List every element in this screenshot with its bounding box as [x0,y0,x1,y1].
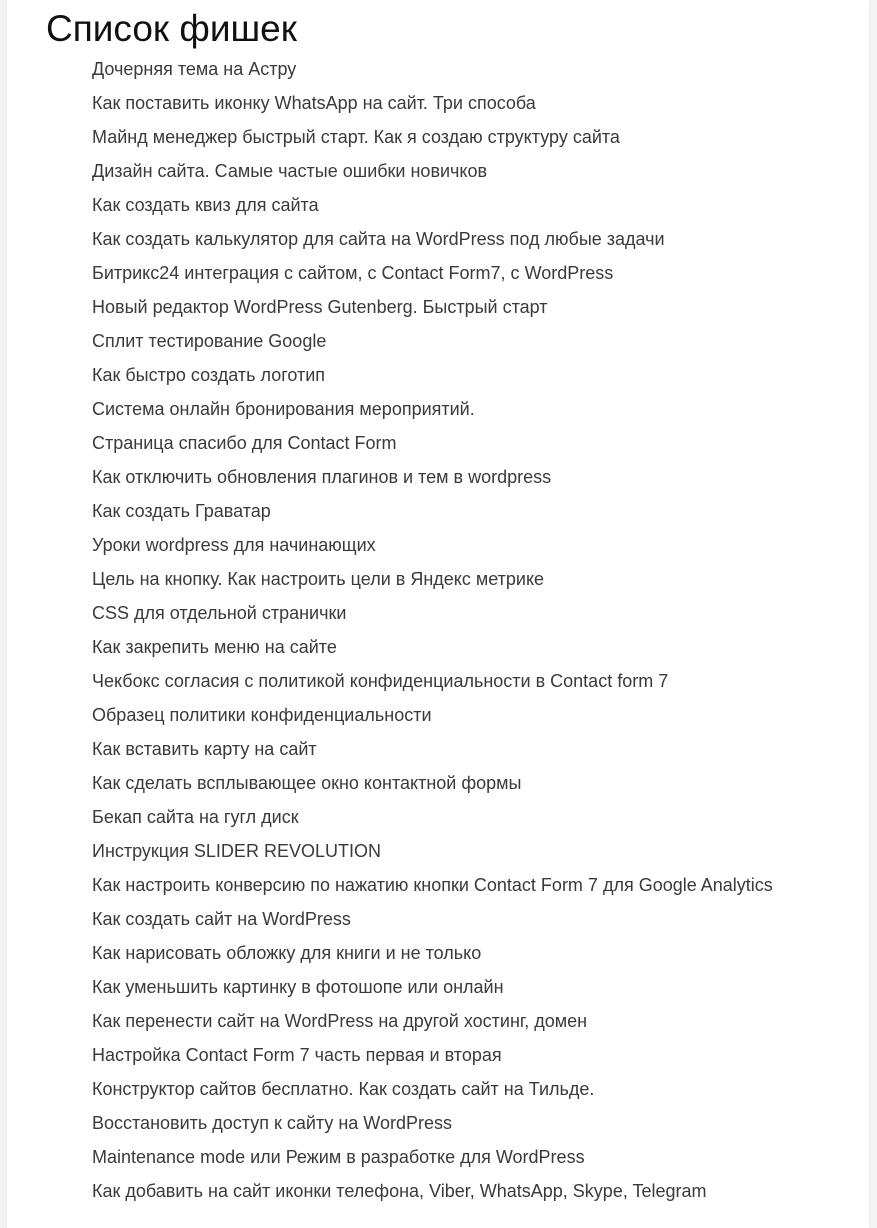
list-item [92,800,773,834]
feature-link[interactable]: Битрикс24 интеграция с сайтом, с Contact Form7, с WordPress [92,263,614,283]
feature-link[interactable]: Страница спасибо для Contact Form [92,433,397,453]
feature-link[interactable]: Как быстро создать логотип [92,365,326,385]
feature-link[interactable]: Майнд менеджер быстрый старт. Как я создаю структуру сайта [92,127,620,147]
feature-link[interactable]: Чекбокс согласия с политикой конфиденциальности в Contact form 7 [92,671,669,691]
feature-link[interactable]: Как создать квиз для сайта [92,195,319,215]
feature-link[interactable]: Конструктор сайтов бесплатно. Как создать сайт на Тильде. [92,1079,595,1099]
feature-link[interactable]: Как отключить обновления плагинов и тем в wordpress [92,467,552,487]
list-item [92,630,773,664]
list-item [92,222,773,256]
list-item [92,664,773,698]
feature-link[interactable]: Как закрепить меню на сайте [92,637,337,657]
list-item [92,596,773,630]
list-item [92,834,773,868]
list-item [92,392,773,426]
list-item [92,154,773,188]
list-item [92,1072,773,1106]
feature-link[interactable]: Восстановить доступ к сайту на WordPress [92,1113,452,1133]
list-item [92,528,773,562]
list-item [92,902,773,936]
list-item [92,970,773,1004]
feature-link[interactable]: Как добавить на сайт иконки телефона, Viber, WhatsApp, Skype, Telegram [92,1181,707,1201]
list-item [92,1004,773,1038]
list-item [92,52,773,86]
feature-link[interactable]: Сплит тестирование Google [92,331,327,351]
list-item [92,426,773,460]
feature-link[interactable]: Инструкция SLIDER REVOLUTION [92,841,381,861]
feature-link[interactable]: Дочерняя тема на Астру [92,59,297,79]
feature-link[interactable]: Дизайн сайта. Самые частые ошибки новичков [92,161,488,181]
list-item [92,324,773,358]
list-item [92,256,773,290]
feature-link[interactable]: Новый редактор WordPress Gutenberg. Быстрый старт [92,297,548,317]
feature-link[interactable]: Цель на кнопку. Как настроить цели в Яндекс метрике [92,569,545,589]
list-item [92,460,773,494]
feature-link[interactable]: Бекап сайта на гугл диск [92,807,299,827]
list-item [92,1038,773,1072]
feature-link[interactable]: Система онлайн бронирования мероприятий. [92,399,475,419]
list-item [92,188,773,222]
list-item [92,936,773,970]
list-item [92,1140,773,1174]
list-item [92,698,773,732]
feature-link[interactable]: Как поставить иконку WhatsApp на сайт. Три способа [92,93,536,113]
list-item [92,868,773,902]
feature-link[interactable]: Уроки wordpress для начинающих [92,535,376,555]
feature-link[interactable]: Как настроить конверсию по нажатию кнопки Contact Form 7 для Google Analytics [92,875,773,895]
list-item [92,732,773,766]
feature-link[interactable]: Maintenance mode или Режим в разработке для WordPress [92,1147,585,1167]
feature-link[interactable]: Как создать калькулятор для сайта на WordPress под любые задачи [92,229,665,249]
page-title: Список фишек [46,8,297,49]
list-item [92,562,773,596]
list-item [92,494,773,528]
feature-link[interactable]: Как уменьшить картинку в фотошопе или онлайн [92,977,504,997]
content-card [7,0,869,1228]
feature-link[interactable]: Как перенести сайт на WordPress на другой хостинг, домен [92,1011,588,1031]
list-item [92,1174,773,1208]
feature-list [92,52,773,1208]
list-item [92,766,773,800]
feature-link[interactable]: Как создать сайт на WordPress [92,909,351,929]
feature-link[interactable]: Как сделать всплывающее окно контактной формы [92,773,522,793]
feature-link[interactable]: Как создать Граватар [92,501,271,521]
list-item [92,86,773,120]
feature-link[interactable]: Как вставить карту на сайт [92,739,317,759]
list-item [92,120,773,154]
feature-link[interactable]: Образец политики конфиденциальности [92,705,432,725]
list-item [92,290,773,324]
feature-link[interactable]: CSS для отдельной странички [92,603,347,623]
list-item [92,358,773,392]
list-item [92,1106,773,1140]
feature-link[interactable]: Настройка Contact Form 7 часть первая и вторая [92,1045,502,1065]
feature-link[interactable]: Как нарисовать обложку для книги и не только [92,943,482,963]
